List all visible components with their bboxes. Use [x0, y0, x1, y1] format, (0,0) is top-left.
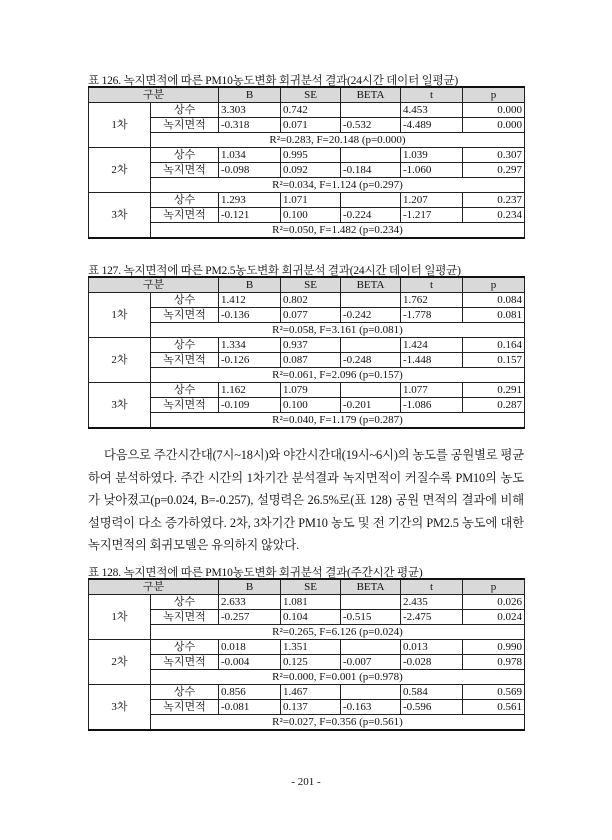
table-row — [89, 163, 525, 178]
b-cell: -0.257 — [219, 610, 281, 625]
beta-cell — [341, 103, 401, 118]
p-cell: 0.024 — [463, 610, 525, 625]
table-row — [89, 595, 525, 610]
header-cell: SE — [281, 87, 341, 103]
header-cell: BETA — [341, 87, 401, 103]
t-cell: 1.077 — [401, 383, 463, 398]
t-cell: -1.060 — [401, 163, 463, 178]
regression-table — [88, 276, 525, 429]
p-cell: 0.978 — [463, 655, 525, 670]
table-row — [89, 193, 525, 208]
se-cell: 1.079 — [281, 383, 341, 398]
table-row — [89, 208, 525, 223]
variable-cell: 녹지면적 — [151, 700, 219, 715]
p-cell: 0.026 — [463, 595, 525, 610]
stage-label: 1차 — [89, 293, 151, 338]
t-cell: 2.435 — [401, 595, 463, 610]
variable-cell: 녹지면적 — [151, 163, 219, 178]
p-cell: 0.297 — [463, 163, 525, 178]
table-header-row — [89, 87, 525, 103]
header-cell: p — [463, 579, 525, 595]
b-cell: -0.121 — [219, 208, 281, 223]
table-row — [89, 338, 525, 353]
se-cell: 0.100 — [281, 398, 341, 413]
se-cell: 0.742 — [281, 103, 341, 118]
stage-label: 3차 — [89, 193, 151, 239]
se-cell: 1.467 — [281, 685, 341, 700]
model-stat-row — [89, 323, 525, 338]
p-cell: 0.081 — [463, 308, 525, 323]
se-cell: 0.087 — [281, 353, 341, 368]
b-cell: 3.303 — [219, 103, 281, 118]
variable-cell: 상수 — [151, 293, 219, 308]
model-stat: R²=0.265, F=6.126 (p=0.024) — [151, 625, 525, 640]
variable-cell: 상수 — [151, 595, 219, 610]
header-cell: p — [463, 87, 525, 103]
p-cell: 0.000 — [463, 103, 525, 118]
p-cell: 0.990 — [463, 640, 525, 655]
model-stat: R²=0.058, F=3.161 (p=0.081) — [151, 323, 525, 338]
variable-cell: 녹지면적 — [151, 308, 219, 323]
t-cell: 1.424 — [401, 338, 463, 353]
table-row — [89, 610, 525, 625]
model-stat: R²=0.050, F=1.482 (p=0.234) — [151, 223, 525, 239]
se-cell: 0.937 — [281, 338, 341, 353]
paragraph-text: 다음으로 주간시간대(7시~18시)와 야간시간대(19시~6시)의 농도를 공원별로 평균하여 분석하였다. 주간 시간의 1차기간 분석결과 녹지면적이 커질수록 PM10의 농도가 낮아졌고(p=0.024, B=-0.257), 설명력은 26.5%로(표 128) 공원 면적의 결과에 비해 설명력이 다소 증가하였다. 2차, 3차기간 PM10 농도 및 전 기간의 PM2.5 농도에 대한 녹지면적의 회귀모델은 유의하지 않았다. — [88, 448, 524, 552]
t-cell: -2.475 — [401, 610, 463, 625]
model-stat: R²=0.040, F=1.179 (p=0.287) — [151, 413, 525, 429]
t-cell: -1.217 — [401, 208, 463, 223]
variable-cell: 상수 — [151, 685, 219, 700]
stage-label: 3차 — [89, 685, 151, 731]
header-cell: B — [219, 87, 281, 103]
header-cell: SE — [281, 277, 341, 293]
variable-cell: 녹지면적 — [151, 655, 219, 670]
b-cell: 0.018 — [219, 640, 281, 655]
regression-table — [88, 86, 525, 239]
header-cell: BETA — [341, 579, 401, 595]
stage-label: 3차 — [89, 383, 151, 429]
t-cell: 0.013 — [401, 640, 463, 655]
model-stat-row — [89, 368, 525, 383]
model-stat: R²=0.027, F=0.356 (p=0.561) — [151, 715, 525, 731]
t-cell: -0.596 — [401, 700, 463, 715]
b-cell: 2.633 — [219, 595, 281, 610]
beta-cell — [341, 640, 401, 655]
variable-cell: 상수 — [151, 383, 219, 398]
table-header-row — [89, 277, 525, 293]
p-cell: 0.287 — [463, 398, 525, 413]
variable-cell: 녹지면적 — [151, 353, 219, 368]
stage-label: 2차 — [89, 148, 151, 193]
variable-cell: 상수 — [151, 103, 219, 118]
se-cell: 0.092 — [281, 163, 341, 178]
b-cell: -0.136 — [219, 308, 281, 323]
beta-cell: -0.515 — [341, 610, 401, 625]
table-row — [89, 293, 525, 308]
model-stat: R²=0.034, F=1.124 (p=0.297) — [151, 178, 525, 193]
t-cell: 1.762 — [401, 293, 463, 308]
se-cell: 0.137 — [281, 700, 341, 715]
beta-cell — [341, 338, 401, 353]
b-cell: 1.162 — [219, 383, 281, 398]
table-row — [89, 118, 525, 133]
model-stat: R²=0.283, F=20.148 (p=0.000) — [151, 133, 525, 148]
p-cell: 0.307 — [463, 148, 525, 163]
t-cell: -1.448 — [401, 353, 463, 368]
b-cell: -0.098 — [219, 163, 281, 178]
model-stat-row — [89, 413, 525, 429]
beta-cell: -0.184 — [341, 163, 401, 178]
t-cell: -0.028 — [401, 655, 463, 670]
table-row — [89, 700, 525, 715]
table-row — [89, 383, 525, 398]
header-cell: SE — [281, 579, 341, 595]
p-cell: 0.291 — [463, 383, 525, 398]
stage-label: 1차 — [89, 595, 151, 640]
regression-table — [88, 578, 525, 731]
se-cell: 1.081 — [281, 595, 341, 610]
table-row — [89, 103, 525, 118]
table-row — [89, 398, 525, 413]
p-cell: 0.234 — [463, 208, 525, 223]
t-cell: 0.584 — [401, 685, 463, 700]
variable-cell: 상수 — [151, 193, 219, 208]
variable-cell: 상수 — [151, 148, 219, 163]
variable-cell: 상수 — [151, 640, 219, 655]
b-cell: 1.034 — [219, 148, 281, 163]
table-row — [89, 655, 525, 670]
beta-cell — [341, 595, 401, 610]
table-row — [89, 685, 525, 700]
header-cell: B — [219, 579, 281, 595]
b-cell: 1.334 — [219, 338, 281, 353]
page-number: - 201 - — [291, 776, 321, 788]
se-cell: 1.071 — [281, 193, 341, 208]
table-caption: 표 127. 녹지면적에 따른 PM2.5농도변화 회귀분석 결과(24시간 데이터 일평균) — [88, 265, 461, 277]
table-row — [89, 640, 525, 655]
table-row — [89, 148, 525, 163]
variable-cell: 녹지면적 — [151, 118, 219, 133]
beta-cell: -0.163 — [341, 700, 401, 715]
table-row — [89, 308, 525, 323]
beta-cell — [341, 148, 401, 163]
header-cell: 구분 — [89, 87, 219, 103]
se-cell: 1.351 — [281, 640, 341, 655]
p-cell: 0.000 — [463, 118, 525, 133]
beta-cell: -0.007 — [341, 655, 401, 670]
stage-label: 2차 — [89, 640, 151, 685]
se-cell: 0.100 — [281, 208, 341, 223]
beta-cell — [341, 685, 401, 700]
header-cell: 구분 — [89, 579, 219, 595]
header-cell: B — [219, 277, 281, 293]
header-cell: BETA — [341, 277, 401, 293]
table-header-row — [89, 579, 525, 595]
se-cell: 0.077 — [281, 308, 341, 323]
beta-cell: -0.201 — [341, 398, 401, 413]
table-row — [89, 353, 525, 368]
variable-cell: 녹지면적 — [151, 208, 219, 223]
variable-cell: 상수 — [151, 338, 219, 353]
beta-cell: -0.532 — [341, 118, 401, 133]
t-cell: -4.489 — [401, 118, 463, 133]
t-cell: -1.086 — [401, 398, 463, 413]
beta-cell — [341, 293, 401, 308]
header-cell: 구분 — [89, 277, 219, 293]
se-cell: 0.071 — [281, 118, 341, 133]
t-cell: 4.453 — [401, 103, 463, 118]
p-cell: 0.237 — [463, 193, 525, 208]
stage-label: 1차 — [89, 103, 151, 148]
beta-cell: -0.248 — [341, 353, 401, 368]
beta-cell — [341, 383, 401, 398]
b-cell: -0.109 — [219, 398, 281, 413]
variable-cell: 녹지면적 — [151, 398, 219, 413]
beta-cell: -0.224 — [341, 208, 401, 223]
p-cell: 0.157 — [463, 353, 525, 368]
se-cell: 0.802 — [281, 293, 341, 308]
t-cell: 1.207 — [401, 193, 463, 208]
table-caption: 표 126. 녹지면적에 따른 PM10농도변화 회귀분석 결과(24시간 데이터 일평균) — [88, 75, 459, 87]
header-cell: t — [401, 277, 463, 293]
body-paragraph — [88, 444, 524, 557]
se-cell: 0.995 — [281, 148, 341, 163]
se-cell: 0.104 — [281, 610, 341, 625]
stage-label: 2차 — [89, 338, 151, 383]
model-stat-row — [89, 625, 525, 640]
t-cell: 1.039 — [401, 148, 463, 163]
b-cell: -0.126 — [219, 353, 281, 368]
model-stat-row — [89, 670, 525, 685]
header-cell: t — [401, 579, 463, 595]
model-stat: R²=0.000, F=0.001 (p=0.978) — [151, 670, 525, 685]
beta-cell — [341, 193, 401, 208]
model-stat: R²=0.061, F=2.096 (p=0.157) — [151, 368, 525, 383]
b-cell: 0.856 — [219, 685, 281, 700]
p-cell: 0.084 — [463, 293, 525, 308]
table-caption: 표 128. 녹지면적에 따른 PM10농도변화 회귀분석 결과(주간시간 평균) — [88, 567, 423, 579]
t-cell: -1.778 — [401, 308, 463, 323]
variable-cell: 녹지면적 — [151, 610, 219, 625]
model-stat-row — [89, 715, 525, 731]
b-cell: -0.081 — [219, 700, 281, 715]
p-cell: 0.561 — [463, 700, 525, 715]
header-cell: t — [401, 87, 463, 103]
beta-cell: -0.242 — [341, 308, 401, 323]
b-cell: 1.293 — [219, 193, 281, 208]
b-cell: -0.004 — [219, 655, 281, 670]
model-stat-row — [89, 178, 525, 193]
b-cell: -0.318 — [219, 118, 281, 133]
p-cell: 0.569 — [463, 685, 525, 700]
header-cell: p — [463, 277, 525, 293]
model-stat-row — [89, 223, 525, 239]
p-cell: 0.164 — [463, 338, 525, 353]
model-stat-row — [89, 133, 525, 148]
b-cell: 1.412 — [219, 293, 281, 308]
se-cell: 0.125 — [281, 655, 341, 670]
